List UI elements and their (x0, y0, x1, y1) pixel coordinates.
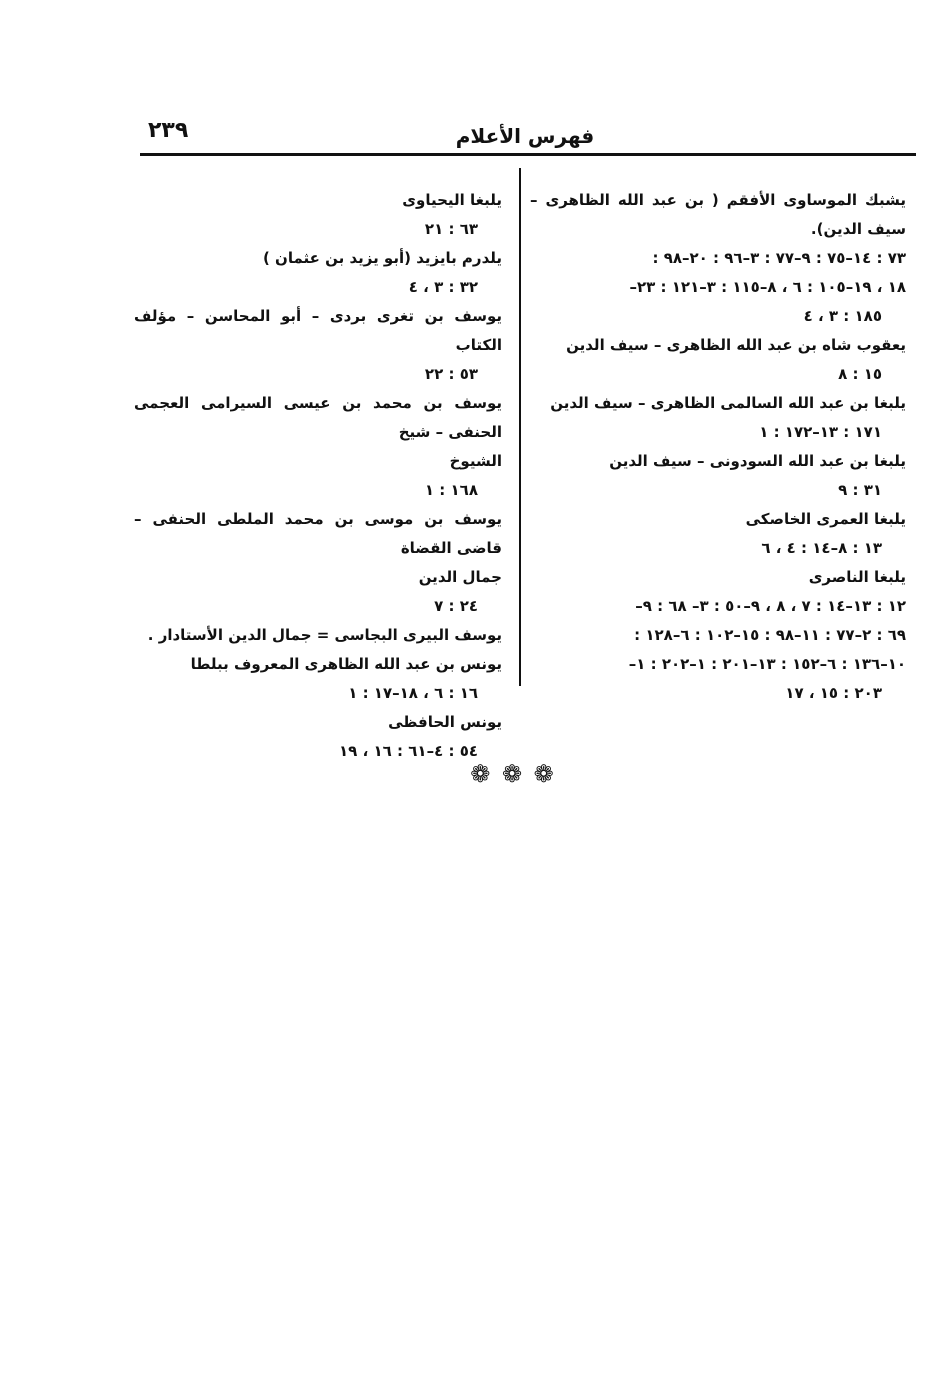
index-entry-refs: ٥٤ : ٤–٦١ : ١٦ ، ١٩ (339, 742, 478, 760)
index-entry-name: يونس بن عبد الله الظاهرى المعروف ببلطا (190, 655, 502, 673)
index-entry-refs: ١٨٥ : ٣ ، ٤ (803, 307, 882, 325)
index-entry-name: يوسف بن موسى بن محمد الملطى الحنفى – قاضى القضاة (134, 510, 502, 557)
index-entry-refs: ٦٣ : ٢١ (424, 220, 478, 238)
index-column-right (530, 186, 906, 708)
index-entry-refs: ٣١ : ٩ (838, 481, 882, 499)
index-entry-refs: ١٥ : ٨ (838, 365, 882, 383)
header-rule (140, 153, 916, 156)
index-column-left (134, 186, 502, 766)
index-entry-name: جمال الدين (418, 568, 502, 586)
index-entry-refs: ٧٣ : ١٤–٧٥ : ٩–٧٧ : ٣–٩٦ : ٢٠–٩٨ : (652, 249, 906, 267)
index-entry-refs: ١٦ : ٦ ، ١٨–١٧ : ١ (348, 684, 478, 702)
index-entry-name: الشيوخ (449, 452, 502, 470)
index-entry-name: يلبغا العمرى الخاصكى (745, 510, 906, 528)
index-entry-name: يعقوب شاه بن عبد الله الظاهرى – سيف الدين (566, 336, 906, 354)
index-entry-name: يلبغا الناصرى (808, 568, 906, 586)
column-divider (519, 168, 521, 686)
end-ornament: ❁ ❁ ❁ (470, 760, 556, 788)
index-entry-refs: ٣٢ : ٣ ، ٤ (408, 278, 478, 296)
index-entry-refs: ٥٣ : ٢٢ (424, 365, 478, 383)
index-entry-name: يوسف بن محمد بن عيسى السيرامى العجمى الحنفى – شيخ (134, 394, 502, 441)
index-entry-name: يشبك الموساوى الأفقم ( بن عبد الله الظاهرى – سيف الدين). (530, 191, 906, 238)
index-entry-refs: ١٠–١٣٦ : ٦–١٥٢ : ١٣–٢٠١ : ١–٢٠٢ : ١– (628, 655, 906, 673)
index-entry-name: يلبغا بن عبد الله السودونى – سيف الدين (609, 452, 906, 470)
index-entry-name: يوسف بن تغرى بردى – أبو المحاسن – مؤلف الكتاب (134, 307, 502, 354)
index-entry-name: يونس الحافظى (388, 713, 502, 731)
index-entry-name: يلبغا اليحياوى (402, 191, 502, 209)
index-entry-refs: ١٨ ، ١٩–١٠٥ : ٦ ، ٨–١١٥ : ٣–١٢١ : ٢٣– (629, 278, 906, 296)
running-title: فهرس الأعلام (455, 124, 595, 148)
index-entry-refs: ١٧١ : ١٣–١٧٢ : ١ (759, 423, 882, 441)
index-entry-name: يلدرم بايزيد (أبو يزيد بن عثمان ) (262, 249, 502, 267)
index-entry-refs: ١٢ : ١٣–١٤ : ٧ ، ٨ ، ٩–٥٠ : ٣– ٦٨ : ٩– (635, 597, 906, 615)
index-entry-refs: ٢٠٣ : ١٥ ، ١٧ (785, 684, 882, 702)
index-entry-refs: ١٣ : ٨–١٤ : ٤ ، ٦ (761, 539, 882, 557)
index-entry-refs: ١٦٨ : ١ (424, 481, 478, 499)
index-entry-name: يوسف البيرى البجاسى = جمال الدين الأستادار . (147, 626, 502, 644)
index-entry-refs: ٢٤ : ٧ (434, 597, 478, 615)
page-number: ٢٣٩ (148, 118, 189, 143)
index-entry-refs: ٦٩ : ٢–٧٧ : ١١–٩٨ : ١٥–١٠٢ : ٦–١٢٨ : (634, 626, 906, 644)
index-entry-name: يلبغا بن عبد الله السالمى الظاهرى – سيف الدين (550, 394, 906, 412)
